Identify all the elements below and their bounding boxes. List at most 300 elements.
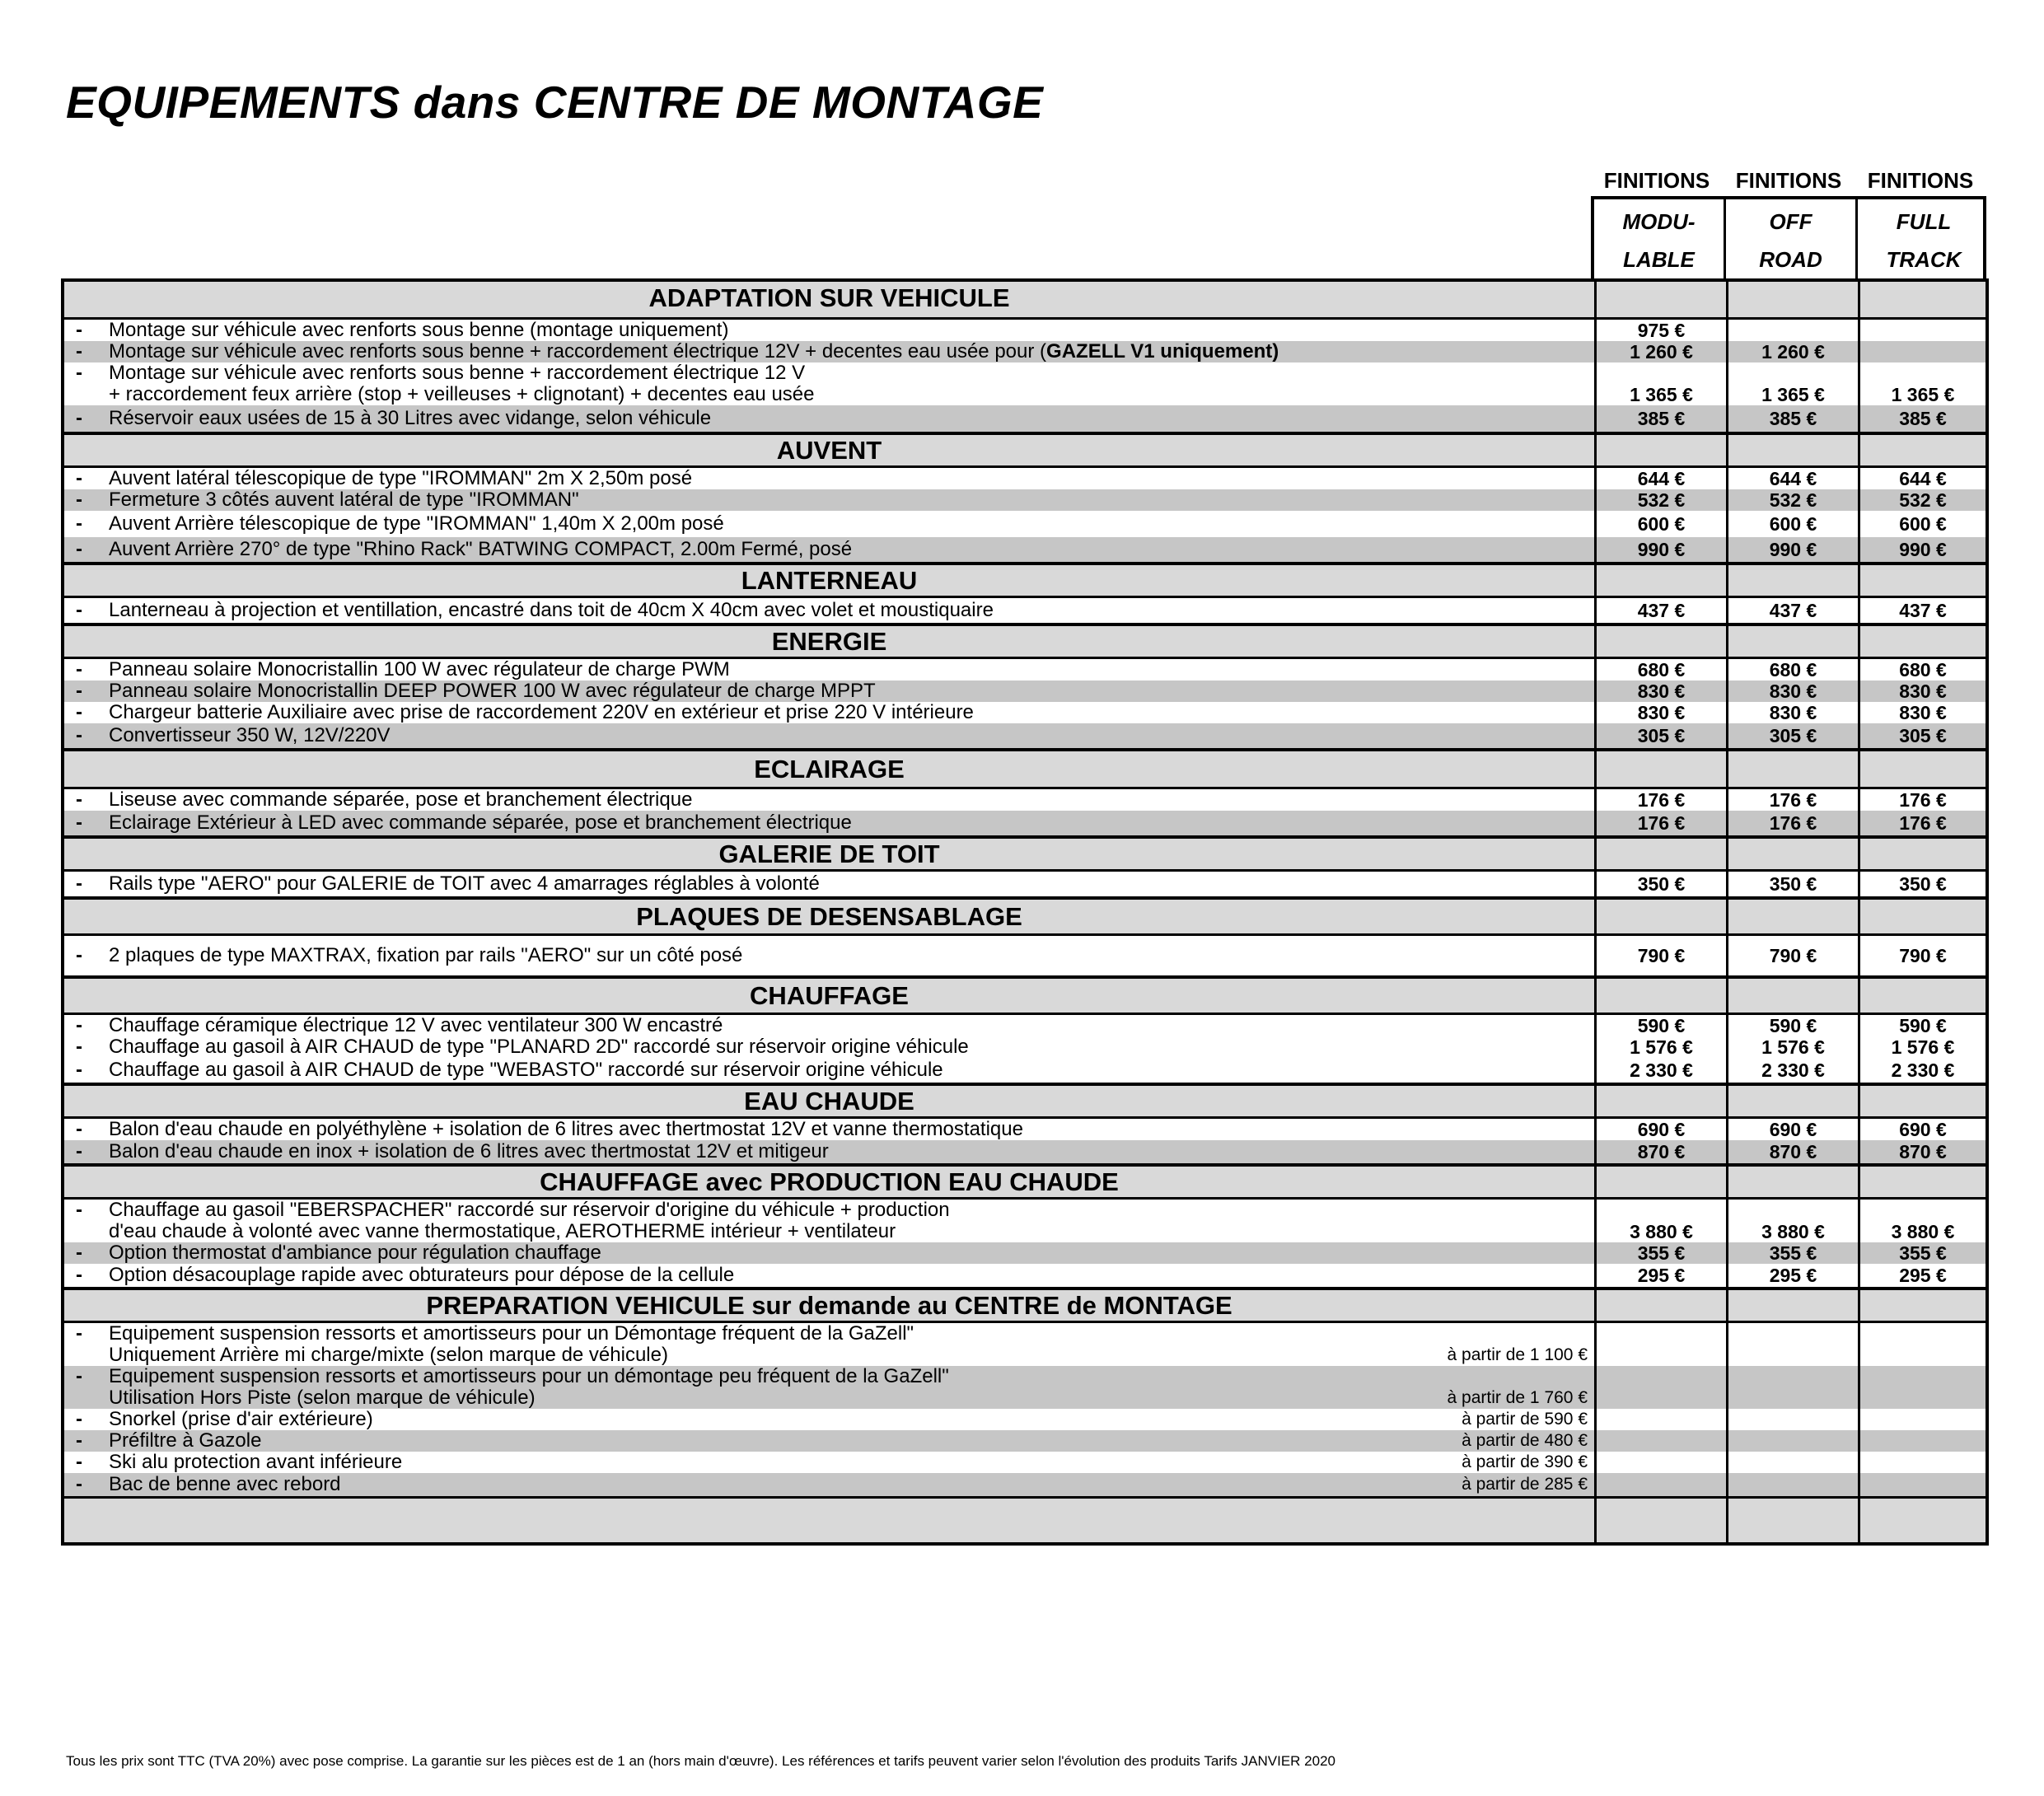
item-label [64,598,1594,623]
price-cell: 350 € [1858,872,1986,896]
price-cell: 2 330 € [1726,1058,1858,1083]
price-cell: 975 € [1594,320,1726,341]
bullet-dash: - [76,1430,82,1452]
price-cell: 1 576 € [1594,1036,1726,1058]
item-text: Montage sur véhicule avec renforts sous benne + raccordement électrique 12V + decentes eau usée pour ( [109,341,1047,362]
price-cell [1726,1430,1858,1452]
price-cell: 305 € [1594,723,1726,748]
bullet-dash: - [76,702,82,723]
item-text: Montage sur véhicule avec renforts sous benne (montage uniquement) [109,320,729,341]
price-cell: 990 € [1858,537,1986,562]
price-cell [1726,1290,1858,1321]
item-text: Liseuse avec commande séparée, pose et branchement électrique [109,789,693,811]
price-cell [1594,751,1726,787]
price-cell [1726,1452,1858,1473]
price-cell [1594,565,1726,596]
price-cell [1726,839,1858,869]
price-cell [1726,751,1858,787]
table-row [64,362,1986,405]
item-text: Panneau solaire Monocristallin DEEP POWER 100 W avec régulateur de charge MPPT [109,681,876,702]
item-text: Rails type "AERO" pour GALERIE de TOIT avec 4 amarrages réglables à volonté [109,872,820,895]
price-cell: 830 € [1858,702,1986,723]
starting-price: à partir de 1 100 € [1447,1345,1588,1364]
item-label [64,1058,1594,1083]
item-text: Snorkel (prise d'air extérieure) [109,1409,373,1430]
price-cell: 437 € [1594,598,1726,623]
price-cell: 385 € [1858,405,1986,432]
price-cell: 1 260 € [1726,341,1858,362]
starting-price: à partir de 285 € [1462,1475,1588,1494]
price-cell [1858,1452,1986,1473]
price-cell: 1 576 € [1858,1036,1986,1058]
price-cell: 790 € [1858,936,1986,975]
price-cell: 590 € [1594,1015,1726,1036]
price-cell [1726,282,1858,317]
item-text: Convertisseur 350 W, 12V/220V [109,724,391,746]
item-label [64,405,1594,432]
item-label [64,702,1594,723]
table-row [64,405,1986,432]
section-header [64,835,1986,872]
column-header-line: TRACK [1886,247,1962,272]
price-cell [1726,565,1858,596]
column-header-modulable [1594,199,1726,278]
price-cell [1594,839,1726,869]
section-header [64,562,1986,598]
item-label [64,341,1594,362]
item-text-line2: d'eau chaude à volonté avec vanne thermostatique, AEROTHERME intérieur + ventilateur [109,1220,896,1242]
price-cell: 355 € [1726,1242,1858,1264]
price-cell [1726,900,1858,933]
price-cell [1726,1323,1858,1366]
item-label [64,789,1594,811]
price-cell [1858,900,1986,933]
column-header-offroad [1726,199,1858,278]
item-text: Lanterneau à projection et ventillation, encastré dans toit de 40cm X 40cm avec volet et moustiquaire [109,599,994,621]
price-cell [1858,341,1986,362]
starting-price: à partir de 1 760 € [1447,1388,1588,1407]
section-title: AUVENT [776,436,882,465]
price-cell: 644 € [1594,468,1726,489]
price-cell: 644 € [1726,468,1858,489]
price-cell: 350 € [1726,872,1858,896]
price-cell: 790 € [1594,936,1726,975]
table-row [64,1452,1986,1473]
price-cell: 870 € [1858,1140,1986,1163]
price-cell: 1 576 € [1726,1036,1858,1058]
price-cell: 2 330 € [1594,1058,1726,1083]
item-label [64,1452,1594,1473]
section-header [64,282,1986,320]
column-header-line: MODU- [1622,209,1696,234]
section-header [64,975,1986,1015]
item-label [64,1264,1594,1287]
column-header-top: FINITIONS [1735,168,1842,193]
bullet-dash: - [76,1366,82,1387]
price-cell: 830 € [1594,681,1726,702]
item-text: Equipement suspension ressorts et amortisseurs pour un démontage peu fréquent de la GaZell" [109,1366,949,1387]
item-label [64,1140,1594,1163]
price-cell [1726,320,1858,341]
table-row [64,1140,1986,1163]
item-label [64,1473,1594,1496]
column-header-top: FINITIONS [1603,168,1710,193]
item-text: Eclairage Extérieur à LED avec commande séparée, pose et branchement électrique [109,811,852,834]
bullet-dash: - [76,659,82,681]
item-text: Option désacouplage rapide avec obturateurs pour dépose de la cellule [109,1264,735,1286]
price-cell [1858,435,1986,465]
price-cell: 176 € [1726,811,1858,835]
section-title: LANTERNEAU [741,566,918,595]
table-row [64,1058,1986,1083]
section-title: ADAPTATION SUR VEHICULE [648,283,1010,312]
price-cell: 437 € [1858,598,1986,623]
price-cell: 437 € [1726,598,1858,623]
page-title: EQUIPEMENTS dans CENTRE DE MONTAGE [66,77,1044,128]
column-header-line: OFF [1769,209,1812,234]
finitions-header [1591,162,1986,199]
price-cell: 600 € [1726,511,1858,537]
starting-price: à partir de 390 € [1462,1452,1588,1471]
price-cell [1858,751,1986,787]
finitions-header-box [1591,196,1986,278]
price-cell: 1 365 € [1858,362,1986,405]
item-text: 2 plaques de type MAXTRAX, fixation par rails "AERO" sur un côté posé [109,944,743,966]
bullet-dash: - [76,599,82,621]
price-cell: 680 € [1858,659,1986,681]
price-cell [1858,1290,1986,1321]
item-text: Balon d'eau chaude en polyéthylène + isolation de 6 litres avec thertmostat 12V et vanne thermostatique [109,1119,1023,1140]
bullet-dash: - [76,872,82,895]
price-cell: 295 € [1594,1264,1726,1287]
price-cell: 350 € [1594,872,1726,896]
bullet-dash: - [76,1119,82,1140]
table-row [64,1430,1986,1452]
price-cell: 305 € [1726,723,1858,748]
item-text: Ski alu protection avant inférieure [109,1452,403,1473]
item-text: Auvent Arrière 270° de type "Rhino Rack" BATWING COMPACT, 2.00m Fermé, posé [109,538,853,560]
bullet-dash: - [76,1015,82,1036]
item-text: Option thermostat d'ambiance pour régulation chauffage [109,1242,601,1264]
price-cell [1726,1366,1858,1409]
price-cell [1858,1086,1986,1116]
section-title: GALERIE DE TOIT [718,840,940,868]
table-row [64,811,1986,835]
table-row [64,1409,1986,1430]
column-header-line: ROAD [1759,247,1822,272]
price-cell: 176 € [1594,789,1726,811]
price-table [61,278,1989,1546]
price-cell [1594,979,1726,1013]
price-cell: 870 € [1726,1140,1858,1163]
price-cell: 176 € [1858,789,1986,811]
item-label [64,1430,1594,1452]
item-label [64,1200,1594,1242]
bullet-dash: - [76,362,82,384]
price-cell: 600 € [1858,511,1986,537]
bullet-dash: - [76,407,82,429]
bullet-dash: - [76,1264,82,1286]
empty-cell [1594,1499,1726,1542]
price-cell [1594,1430,1726,1452]
table-row [64,320,1986,341]
item-text-line2: + raccordement feux arrière (stop + veilleuses + clignotant) + decentes eau usée [109,383,815,405]
price-cell: 990 € [1726,537,1858,562]
table-row [64,537,1986,562]
price-cell [1858,282,1986,317]
price-cell [1594,1290,1726,1321]
table-row [64,1323,1986,1366]
price-cell: 3 880 € [1726,1200,1858,1242]
price-cell [1726,1086,1858,1116]
price-cell: 176 € [1594,811,1726,835]
price-cell [1858,565,1986,596]
column-header-fulltrack [1858,199,1990,278]
item-label [64,1119,1594,1140]
price-cell [1858,1409,1986,1430]
price-cell: 295 € [1858,1264,1986,1287]
price-cell: 532 € [1594,489,1726,511]
item-label [64,681,1594,702]
price-cell: 305 € [1858,723,1986,748]
starting-price: à partir de 480 € [1462,1431,1588,1450]
price-cell [1858,320,1986,341]
price-cell: 644 € [1858,468,1986,489]
price-cell: 830 € [1726,681,1858,702]
bullet-dash: - [76,1200,82,1221]
price-cell [1858,1430,1986,1452]
table-row [64,1119,1986,1140]
section-header [64,896,1986,936]
bullet-dash: - [76,1323,82,1345]
table-row [64,681,1986,702]
price-cell [1858,626,1986,657]
price-cell [1858,1366,1986,1409]
table-row [64,1200,1986,1242]
price-cell [1858,979,1986,1013]
empty-cell [1726,1499,1858,1542]
price-cell: 1 365 € [1726,362,1858,405]
bullet-dash: - [76,538,82,560]
bullet-dash: - [76,320,82,341]
price-cell: 385 € [1594,405,1726,432]
starting-price: à partir de 590 € [1462,1410,1588,1429]
column-header-top: FINITIONS [1867,168,1974,193]
item-text: Balon d'eau chaude en inox + isolation de 6 litres avec thertmostat 12V et mitigeur [109,1140,829,1162]
section-title: EAU CHAUDE [744,1087,914,1115]
price-cell [1726,1409,1858,1430]
table-row [64,598,1986,623]
item-text: Montage sur véhicule avec renforts sous benne + raccordement électrique 12 V [109,362,806,384]
table-row [64,1473,1986,1496]
item-label [64,872,1594,896]
item-text-bold: GAZELL V1 uniquement) [1046,341,1279,362]
price-cell: 690 € [1726,1119,1858,1140]
item-label [64,1036,1594,1058]
footer-note: Tous les prix sont TTC (TVA 20%) avec pose comprise. La garantie sur les pièces est de 1 an (hors main d'œuvre). Les références et tarifs peuvent varier selon l'évolution des produits Tarifs JANVIER 2020 [66,1753,1335,1769]
price-cell: 532 € [1726,489,1858,511]
price-cell [1594,1167,1726,1197]
bullet-dash: - [76,1140,82,1162]
bullet-dash: - [76,489,82,511]
bullet-dash: - [76,1059,82,1081]
section-header [64,748,1986,789]
bullet-dash: - [76,681,82,702]
bullet-dash: - [76,789,82,811]
section-header [64,432,1986,468]
price-cell: 1 365 € [1594,362,1726,405]
section-title: CHAUFFAGE [750,981,909,1010]
section-header [64,1287,1986,1323]
price-cell [1858,839,1986,869]
item-text: Chauffage au gasoil à AIR CHAUD de type "WEBASTO" raccordé sur réservoir origine véhicule [109,1059,943,1081]
item-label [64,362,1594,405]
item-label [64,811,1594,835]
column-header-line: LABLE [1623,247,1695,272]
price-cell: 590 € [1726,1015,1858,1036]
item-label [64,489,1594,511]
table-row [64,468,1986,489]
item-text: Panneau solaire Monocristallin 100 W avec régulateur de charge PWM [109,659,730,681]
item-label [64,723,1594,748]
price-cell [1858,1323,1986,1366]
item-label [64,1366,1594,1409]
price-cell: 176 € [1726,789,1858,811]
item-text: Chauffage au gasoil "EBERSPACHER" raccordé sur réservoir d'origine du véhicule + production [109,1200,950,1221]
section-header [64,623,1986,659]
bullet-dash: - [76,1473,82,1495]
price-cell [1726,626,1858,657]
item-text: Réservoir eaux usées de 15 à 30 Litres avec vidange, selon véhicule [109,407,712,429]
price-cell [1858,1167,1986,1197]
price-cell: 355 € [1594,1242,1726,1264]
item-label [64,1409,1594,1430]
price-cell [1594,1086,1726,1116]
table-row [64,936,1986,975]
bullet-dash: - [76,1409,82,1430]
price-cell: 790 € [1726,936,1858,975]
item-text-line2: Uniquement Arrière mi charge/mixte (selon marque de véhicule) [109,1344,668,1366]
table-row [64,1242,1986,1264]
bullet-dash: - [76,512,82,535]
price-cell [1726,1473,1858,1496]
item-text: Préfiltre à Gazole [109,1430,262,1452]
price-cell: 590 € [1858,1015,1986,1036]
price-cell [1594,900,1726,933]
section-title: CHAUFFAGE avec PRODUCTION EAU CHAUDE [540,1167,1119,1196]
price-cell: 870 € [1594,1140,1726,1163]
item-text: Fermeture 3 côtés auvent latéral de type "IROMMAN" [109,489,579,511]
table-row [64,1366,1986,1409]
bullet-dash: - [76,1242,82,1264]
item-label [64,537,1594,562]
item-text: Chauffage au gasoil à AIR CHAUD de type "PLANARD 2D" raccordé sur réservoir origine véhicule [109,1036,969,1058]
price-cell: 830 € [1594,702,1726,723]
table-row [64,511,1986,537]
table-row [64,659,1986,681]
item-label [64,1242,1594,1264]
bullet-dash: - [76,724,82,746]
price-cell [1594,435,1726,465]
price-cell: 3 880 € [1858,1200,1986,1242]
price-cell: 680 € [1594,659,1726,681]
item-text: Auvent Arrière télescopique de type "IROMMAN" 1,40m X 2,00m posé [109,512,724,535]
price-cell [1594,1473,1726,1496]
section-title: PREPARATION VEHICULE sur demande au CENTRE de MONTAGE [426,1291,1232,1320]
price-cell: 176 € [1858,811,1986,835]
column-header-line: FULL [1896,209,1952,234]
table-row [64,1015,1986,1036]
bullet-dash: - [76,341,82,362]
section-title: ECLAIRAGE [754,755,905,783]
bullet-dash: - [76,1452,82,1473]
item-label [64,936,1594,975]
price-cell [1594,1323,1726,1366]
bullet-dash: - [76,1036,82,1058]
price-cell: 2 330 € [1858,1058,1986,1083]
price-cell: 385 € [1726,405,1858,432]
price-cell: 830 € [1858,681,1986,702]
item-text-line2: Utilisation Hors Piste (selon marque de véhicule) [109,1387,536,1409]
price-cell [1594,282,1726,317]
section-header [64,1163,1986,1200]
item-label [64,320,1594,341]
empty-row [64,1496,1986,1542]
price-cell: 990 € [1594,537,1726,562]
item-text: Auvent latéral télescopique de type "IROMMAN" 2m X 2,50m posé [109,468,693,489]
price-cell [1726,435,1858,465]
price-cell: 690 € [1858,1119,1986,1140]
empty-cell [64,1499,1594,1542]
table-row [64,723,1986,748]
price-cell: 600 € [1594,511,1726,537]
item-label [64,1015,1594,1036]
price-cell: 532 € [1858,489,1986,511]
item-label [64,511,1594,537]
price-cell [1594,1409,1726,1430]
price-cell [1858,1473,1986,1496]
price-cell: 295 € [1726,1264,1858,1287]
price-cell [1594,1452,1726,1473]
price-cell [1594,626,1726,657]
section-title: PLAQUES DE DESENSABLAGE [636,902,1022,931]
table-row [64,1264,1986,1287]
section-header [64,1083,1986,1119]
bullet-dash: - [76,811,82,834]
table-row [64,702,1986,723]
price-cell: 680 € [1726,659,1858,681]
price-cell: 830 € [1726,702,1858,723]
section-title: ENERGIE [771,627,887,656]
item-label [64,468,1594,489]
table-row [64,1036,1986,1058]
empty-cell [1858,1499,1986,1542]
item-text: Bac de benne avec rebord [109,1473,341,1495]
bullet-dash: - [76,468,82,489]
item-label [64,1323,1594,1366]
price-cell [1594,1366,1726,1409]
price-cell [1726,1167,1858,1197]
table-row [64,489,1986,511]
item-text: Chargeur batterie Auxiliaire avec prise de raccordement 220V en extérieur et prise 220 V intérieure [109,702,974,723]
item-text: Equipement suspension ressorts et amortisseurs pour un Démontage fréquent de la GaZell" [109,1323,914,1345]
price-cell [1726,979,1858,1013]
price-cell: 690 € [1594,1119,1726,1140]
item-label [64,659,1594,681]
bullet-dash: - [76,944,82,966]
price-cell: 1 260 € [1594,341,1726,362]
table-row [64,872,1986,896]
